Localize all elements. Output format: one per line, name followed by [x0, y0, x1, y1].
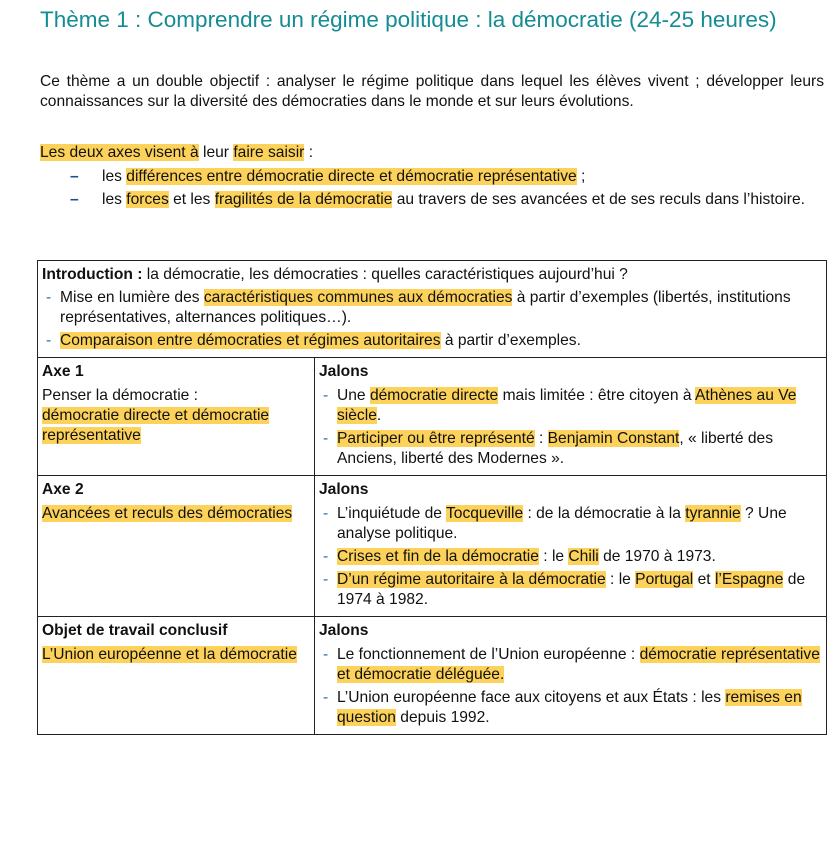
text: Penser la démocratie :: [42, 387, 199, 404]
text: :: [534, 430, 548, 447]
axes-lead: [40, 143, 313, 163]
text: à partir d’exemples (libertés, institutions représentatives, alternances politiques…).: [60, 289, 791, 326]
highlight: Crises et fin de la démocratie: [337, 548, 539, 565]
jalons-title: Jalons: [319, 622, 369, 639]
dash-bullet: –: [70, 168, 79, 185]
highlight: Tocqueville: [445, 505, 524, 522]
axe-row: [38, 358, 827, 476]
axes-list-item: [40, 167, 824, 187]
page-title: Thème 1 : Comprendre un régime politique : la démocratie (24-25 heures): [40, 7, 777, 32]
highlight: démocratie directe et démocratie représentative: [42, 407, 270, 444]
bullet-dash: -: [323, 571, 329, 588]
bullet-dash: -: [323, 548, 329, 565]
highlight: faire saisir: [233, 144, 305, 161]
axe-title: Axe 1: [42, 363, 84, 380]
axe-cell: [38, 617, 315, 735]
text: depuis 1992.: [395, 709, 490, 726]
bullet-dash: -: [46, 289, 52, 306]
text: les: [102, 191, 127, 208]
bullet-dash: -: [46, 332, 52, 349]
text: à partir d’exemples.: [440, 332, 581, 349]
axe-cell: [38, 476, 315, 617]
jalon-item: [319, 645, 822, 685]
highlight: différences entre démocratie directe et démocratie représentative: [126, 168, 577, 185]
introduction-row: [38, 261, 827, 358]
text: de 1974 à 1982.: [337, 571, 806, 608]
bullet-dash: -: [323, 505, 329, 522]
introduction-bullet: [42, 331, 822, 351]
highlight: démocratie représentative et démocratie déléguée.: [337, 646, 820, 683]
text: les: [102, 168, 127, 185]
highlight: forces: [126, 191, 169, 208]
highlight: caractéristiques communes aux démocraties: [203, 289, 513, 306]
highlight: Participer ou être représenté: [337, 430, 535, 447]
bullet-dash: -: [323, 689, 329, 706]
text: L’Union européenne face aux citoyens et aux États : les: [337, 689, 726, 706]
jalon-item: [319, 688, 822, 728]
axe-description: [42, 386, 310, 446]
axe-title: Axe 2: [42, 481, 84, 498]
text: ? Une analyse politique.: [337, 505, 787, 542]
bullet-dash: -: [323, 430, 329, 447]
jalons-cell: [315, 476, 827, 617]
axe-row: [38, 476, 827, 617]
axes-lead-mid: leur: [198, 144, 234, 161]
bullet-dash: -: [323, 387, 329, 404]
introduction-cell: [38, 261, 827, 358]
axe-cell: [38, 358, 315, 476]
text: et les: [168, 191, 215, 208]
jalons-title: Jalons: [319, 481, 369, 498]
text: L’inquiétude de: [337, 505, 446, 522]
highlight: Avancées et reculs des démocraties: [42, 505, 293, 522]
program-table: [37, 260, 827, 735]
text: Le fonctionnement de l’Union européenne :: [337, 646, 640, 663]
jalons-cell: [315, 617, 827, 735]
jalon-item: [319, 429, 822, 469]
text: : de la démocratie à la: [523, 505, 686, 522]
axe-description: [42, 645, 310, 665]
axes-list: [40, 167, 824, 213]
highlight: Portugal: [635, 571, 694, 588]
text: : le: [538, 548, 569, 565]
highlight: Benjamin Constant: [547, 430, 680, 447]
highlight: D’un régime autoritaire à la démocratie: [337, 571, 606, 588]
axe-description: [42, 504, 310, 524]
text: , « liberté des Anciens, liberté des Modernes ».: [337, 430, 774, 467]
introduction-question: la démocratie, les démocraties : quelles caractéristiques aujourd’hui ?: [142, 266, 628, 283]
highlight: tyrannie: [685, 505, 741, 522]
jalon-item: [319, 504, 822, 544]
text: au travers de ses avancées et de ses reculs dans l’histoire.: [392, 191, 805, 208]
text: Mise en lumière des: [60, 289, 204, 306]
axe-title: Objet de travail conclusif: [42, 622, 228, 639]
text: de 1970 à 1973.: [598, 548, 716, 565]
introduction-bullet: [42, 288, 822, 328]
dash-bullet: –: [70, 191, 79, 208]
text: Une: [337, 387, 370, 404]
highlight: Chili: [568, 548, 599, 565]
highlight: Comparaison entre démocraties et régimes autoritaires: [60, 332, 441, 349]
jalon-item: [319, 570, 822, 610]
jalons-title: Jalons: [319, 363, 369, 380]
axes-lead-end: :: [304, 144, 314, 161]
text: mais limitée : être citoyen à: [498, 387, 695, 404]
highlight: L’Union européenne et la démocratie: [42, 646, 297, 663]
jalons-cell: [315, 358, 827, 476]
highlight: démocratie directe: [369, 387, 499, 404]
highlight: remises en question: [337, 689, 802, 726]
axe-row: [38, 617, 827, 735]
text: .: [376, 407, 382, 424]
axes-list-item: [40, 190, 824, 210]
highlight: fragilités de la démocratie: [214, 191, 393, 208]
text: ;: [576, 168, 586, 185]
highlight: l’Espagne: [714, 571, 784, 588]
jalon-item: [319, 547, 822, 567]
bullet-dash: -: [323, 646, 329, 663]
text: et: [693, 571, 715, 588]
intro-paragraph: Ce thème a un double objectif : analyser le régime politique dans lequel les élèves vivent ; développer leurs connaissances sur la diversité des démocraties dans le monde et sur leurs évolutions.: [40, 73, 824, 110]
introduction-line: [42, 265, 822, 285]
introduction-label: Introduction :: [42, 266, 143, 283]
jalon-item: [319, 386, 822, 426]
text: : le: [605, 571, 636, 588]
highlight: Athènes au Ve siècle: [337, 387, 797, 424]
highlight: Les deux axes visent à: [40, 144, 199, 161]
